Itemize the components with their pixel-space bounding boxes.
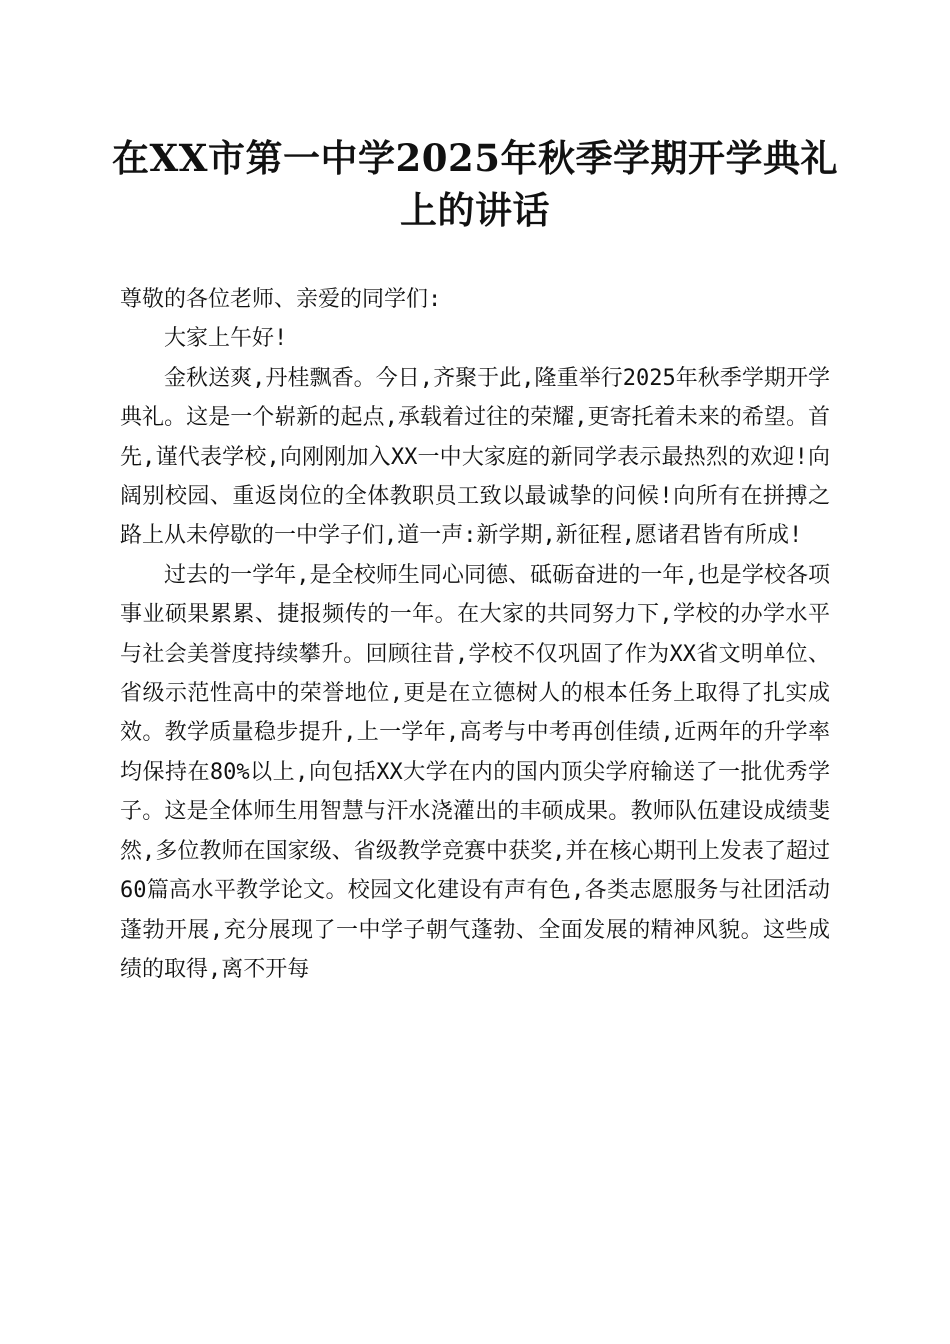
paragraph: 金秋送爽,丹桂飘香。今日,齐聚于此,隆重举行2025年秋季学期开学典礼。这是一个崭新的起点,承载着过往的荣耀,更寄托着未来的希望。首先,谨代表学校,向刚刚加入XX一中大家庭的新同学表示最热烈的欢迎!向阔别校园、重返岗位的全体教职员工致以最诚挚的问候!向所有在拼搏之路上从未停歇的一中学子们,道一声:新学期,新征程,愿诸君皆有所成! <box>120 365 830 549</box>
title-line-1: 在XX市第一中学2025年秋季学期开学典礼 <box>112 136 838 180</box>
paragraph: 过去的一学年,是全校师生同心同德、砥砺奋进的一年,也是学校各项事业硕果累累、捷报频传的一年。在大家的共同努力下,学校的办学水平与社会美誉度持续攀升。回顾往昔,学校不仅巩固了作为XX省文明单位、省级示范性高中的荣誉地位,更是在立德树人的根本任务上取得了扎实成效。教学质量稳步提升,上一学年,高考与中考再创佳绩,近两年的升学率均保持在80%以上,向包括XX大学在内的国内顶尖学府输送了一批优秀学子。这是全体师生用智慧与汗水浇灌出的丰硕成果。教师队伍建设成绩斐然,多位教师在国家级、省级教学竞赛中获奖,并在核心期刊上发表了超过60篇高水平教学论文。校园文化建设有声有色,各类志愿服务与社团活动蓬勃开展,充分展现了一中学子朝气蓬勃、全面发展的精神风貌。这些成绩的取得,离不开每 <box>120 562 830 982</box>
salutation: 尊敬的各位老师、亲爱的同学们: <box>120 287 442 312</box>
document-title <box>100 132 850 236</box>
title-line-2: 上的讲话 <box>400 188 550 232</box>
document-body <box>120 280 830 989</box>
greeting: 大家上午好! <box>164 326 288 352</box>
